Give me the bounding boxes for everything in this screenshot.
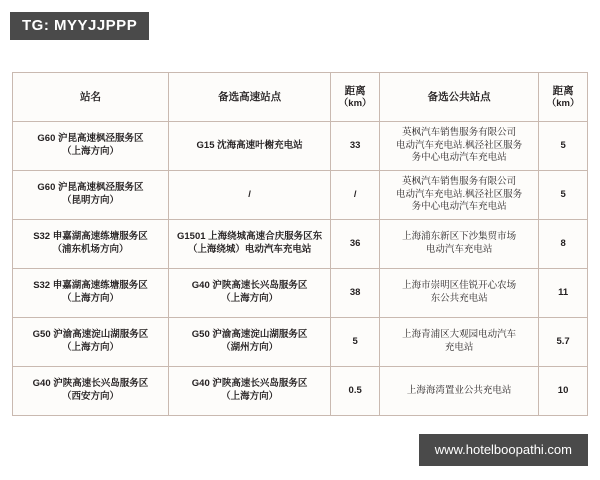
station-name-line1: S32 申嘉湖高速练塘服务区 bbox=[33, 231, 148, 243]
table-row bbox=[13, 171, 588, 220]
station-name-line2: （浦东机场方向） bbox=[52, 244, 129, 255]
highway-line2: （湖州方向） bbox=[221, 342, 279, 353]
table-row bbox=[13, 220, 588, 269]
cell-distance-public: 5 bbox=[539, 122, 588, 171]
header-unit: （km） bbox=[338, 97, 372, 109]
column-header-highway-station bbox=[168, 73, 330, 122]
public-line2: 电动汽车充电站.枫泾社区服务 bbox=[396, 188, 523, 200]
header-label: 备选高速站点 bbox=[218, 90, 282, 103]
public-line3: 务中心电动汽车充电站 bbox=[411, 152, 507, 164]
cell-public-station bbox=[380, 269, 539, 318]
cell-distance-highway: 33 bbox=[331, 122, 380, 171]
cell-station-name bbox=[13, 122, 169, 171]
station-name-line1: G60 沪昆高速枫泾服务区 bbox=[37, 133, 144, 145]
charging-station-table bbox=[12, 72, 588, 416]
cell-distance-public: 5.7 bbox=[539, 318, 588, 367]
cell-public-station bbox=[380, 318, 539, 367]
header-label: 距离 bbox=[344, 84, 366, 97]
header-unit: （km） bbox=[546, 97, 580, 109]
public-line3: 务中心电动汽车充电站 bbox=[411, 201, 507, 213]
column-header-distance-public bbox=[539, 73, 588, 122]
cell-highway-station bbox=[168, 269, 330, 318]
charging-station-table-container bbox=[12, 72, 588, 416]
telegram-badge: TG: MYYJJPPP bbox=[10, 12, 149, 40]
highway-line1: G40 沪陕高速长兴岛服务区 bbox=[191, 280, 308, 292]
highway-line2: （上海方向） bbox=[221, 293, 279, 304]
highway-line2: （上海绕城）电动汽车充电站 bbox=[187, 244, 312, 255]
cell-station-name bbox=[13, 318, 169, 367]
cell-distance-highway: 5 bbox=[331, 318, 380, 367]
station-name-line1: G40 沪陕高速长兴岛服务区 bbox=[32, 378, 149, 390]
header-label: 备选公共站点 bbox=[427, 90, 491, 103]
cell-distance-highway: 0.5 bbox=[331, 367, 380, 416]
column-header-station-name bbox=[13, 73, 169, 122]
public-line1: 上海市崇明区佳锐开心农场 bbox=[402, 280, 517, 292]
column-header-distance-highway bbox=[331, 73, 380, 122]
station-name-line2: （上海方向） bbox=[61, 342, 119, 353]
cell-public-station bbox=[380, 122, 539, 171]
cell-highway-station bbox=[168, 318, 330, 367]
cell-public-station bbox=[380, 171, 539, 220]
highway-line1: G15 沈海高速叶榭充电站 bbox=[196, 139, 303, 151]
highway-line1: / bbox=[248, 188, 251, 200]
site-watermark: www.hotelboopathi.com bbox=[419, 434, 588, 466]
cell-distance-highway: 36 bbox=[331, 220, 380, 269]
cell-station-name bbox=[13, 269, 169, 318]
cell-distance-public: 8 bbox=[539, 220, 588, 269]
public-line1: 上海浦东新区下沙集贸市场 bbox=[402, 231, 517, 243]
table-row bbox=[13, 367, 588, 416]
station-name-line2: （上海方向） bbox=[61, 293, 119, 304]
highway-line1: G1501 上海绕城高速合庆服务区东 bbox=[177, 231, 323, 243]
cell-distance-highway: 38 bbox=[331, 269, 380, 318]
public-line1: 英枫汽车销售服务有限公司 bbox=[402, 175, 517, 187]
table-row bbox=[13, 269, 588, 318]
public-line2: 东公共充电站 bbox=[430, 293, 488, 304]
public-line1: 英枫汽车销售服务有限公司 bbox=[402, 126, 517, 138]
cell-distance-public: 10 bbox=[539, 367, 588, 416]
column-header-public-station bbox=[380, 73, 539, 122]
public-line1: 上海海湾置业公共充电站 bbox=[406, 384, 512, 396]
cell-public-station bbox=[380, 367, 539, 416]
station-name-line1: S32 申嘉湖高速练塘服务区 bbox=[33, 280, 148, 292]
cell-highway-station bbox=[168, 171, 330, 220]
cell-station-name bbox=[13, 171, 169, 220]
cell-highway-station bbox=[168, 220, 330, 269]
header-label: 站名 bbox=[79, 90, 101, 103]
table-header-row bbox=[13, 73, 588, 122]
cell-distance-public: 5 bbox=[539, 171, 588, 220]
cell-distance-highway: / bbox=[331, 171, 380, 220]
station-name-line2: （昆明方向） bbox=[61, 195, 119, 206]
station-name-line2: （西安方向） bbox=[61, 391, 119, 402]
cell-station-name bbox=[13, 220, 169, 269]
cell-highway-station bbox=[168, 367, 330, 416]
highway-line1: G40 沪陕高速长兴岛服务区 bbox=[191, 378, 308, 390]
table-row bbox=[13, 318, 588, 367]
station-name-line1: G50 沪渝高速淀山湖服务区 bbox=[32, 329, 149, 341]
table-row bbox=[13, 122, 588, 171]
highway-line1: G50 沪渝高速淀山湖服务区 bbox=[191, 329, 308, 341]
cell-station-name bbox=[13, 367, 169, 416]
cell-highway-station bbox=[168, 122, 330, 171]
cell-public-station bbox=[380, 220, 539, 269]
public-line2: 充电站 bbox=[444, 342, 474, 353]
header-label: 距离 bbox=[552, 84, 574, 97]
public-line2: 电动汽车充电站.枫泾社区服务 bbox=[396, 139, 523, 151]
station-name-line1: G60 沪昆高速枫泾服务区 bbox=[37, 182, 144, 194]
cell-distance-public: 11 bbox=[539, 269, 588, 318]
public-line1: 上海青浦区大观园电动汽车 bbox=[402, 329, 517, 341]
station-name-line2: （上海方向） bbox=[61, 146, 119, 157]
highway-line2: （上海方向） bbox=[221, 391, 279, 402]
public-line2: 电动汽车充电站 bbox=[425, 244, 493, 255]
